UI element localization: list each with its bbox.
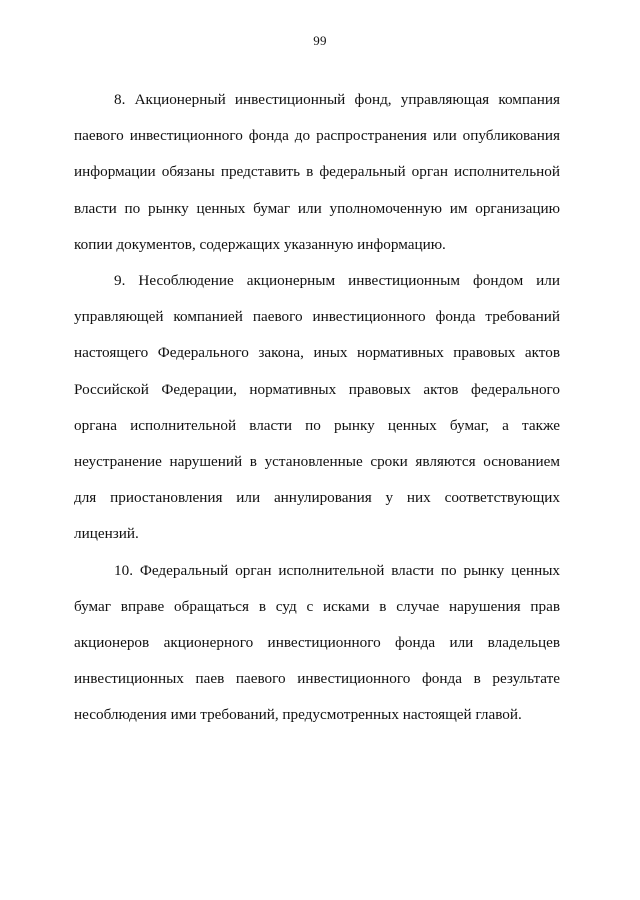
document-body (74, 82, 560, 734)
paragraph-8: 8. Акционерный инвестиционный фонд, управляющая компания паевого инвестиционного фонда до распространения или опубликования информации обязаны представить в федеральный орган исполнительной власти по рынку ценных бумаг или уполномоченную им организацию копии документов, содержащих указанную информацию. (74, 91, 560, 253)
page-number: 99 (313, 33, 327, 48)
paragraph-9: 9. Несоблюдение акционерным инвестиционным фондом или управляющей компанией паевого инвестиционного фонда требований настоящего Федерального закона, иных нормативных правовых актов Российской Федерации, нормативных правовых актов федерального органа исполнительной власти по рынку ценных бумаг, а также неустранение нарушений в установленные сроки являются основанием для приостановления или аннулирования у них соответствующих лицензий. (74, 272, 560, 543)
paragraph-10: 10. Федеральный орган исполнительной власти по рынку ценных бумаг вправе обращаться в суд с исками в случае нарушения прав акционеров акционерного инвестиционного фонда или владельцев инвестиционных паев паевого инвестиционного фонда в результате несоблюдения ими требований, предусмотренных настоящей главой. (74, 561, 560, 724)
